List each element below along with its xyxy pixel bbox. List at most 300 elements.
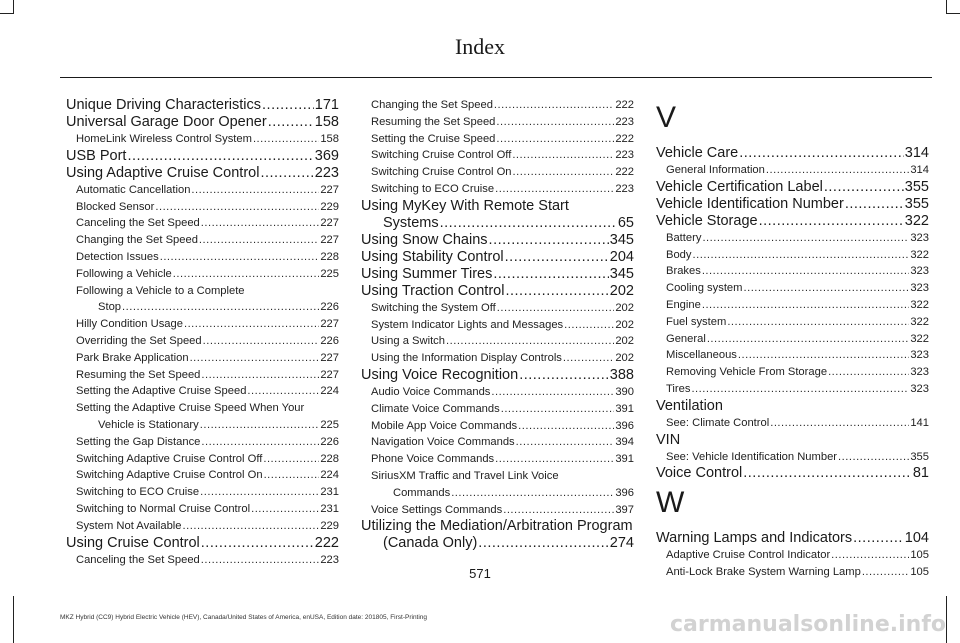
page-ref: 322 [910, 315, 929, 328]
page-ref: 396 [615, 419, 634, 432]
entry-line [66, 165, 339, 182]
dot-leader [264, 467, 320, 484]
dot-leader [440, 215, 617, 232]
entry-line [371, 418, 634, 435]
dot-leader [493, 266, 608, 283]
entry-label-continued: (Canada Only) [383, 535, 478, 552]
index-subentry [66, 400, 339, 434]
entry-label: Switching Adaptive Cruise Control Off [76, 452, 263, 465]
page-ref: 323 [910, 282, 929, 295]
dot-leader [505, 283, 608, 300]
dot-leader [743, 280, 909, 297]
index-subentry [361, 502, 634, 519]
dot-leader [770, 415, 909, 432]
entry-line [656, 179, 929, 196]
entry-line [76, 350, 339, 367]
entry-line [666, 381, 929, 398]
dot-leader [127, 148, 313, 165]
index-subentry [656, 263, 929, 280]
index-entry [656, 145, 929, 162]
index-entry [361, 367, 634, 384]
entry-label-continued: Commands [393, 486, 451, 499]
dot-leader [491, 384, 614, 401]
entry-label: Mobile App Voice Commands [371, 419, 518, 432]
entry-line [76, 383, 339, 400]
entry-label: Using Traction Control [361, 282, 505, 299]
index-subentry [66, 350, 339, 367]
entry-line [666, 247, 929, 264]
dot-leader [496, 131, 614, 148]
page-ref: 322 [910, 332, 929, 345]
page-ref: 226 [320, 334, 339, 347]
entry-line [371, 384, 634, 401]
index-subentry [66, 518, 339, 535]
page-ref: 229 [320, 519, 339, 532]
dot-leader [495, 181, 614, 198]
crop-mark [13, 596, 14, 643]
dot-leader [494, 97, 614, 114]
dot-leader [183, 518, 320, 535]
page-ref: 222 [314, 534, 339, 551]
page-ref: 226 [320, 301, 339, 314]
entry-label: Unique Driving Characteristics [66, 97, 262, 113]
index-entry [656, 196, 929, 213]
dot-leader [563, 350, 614, 367]
entry-label: Overriding the Set Speed [76, 334, 202, 347]
entry-label: Detection Issues [76, 250, 159, 263]
dot-leader [738, 347, 909, 364]
entry-label: Audio Voice Commands [371, 385, 491, 398]
dot-leader [838, 449, 909, 466]
dot-leader [512, 147, 614, 164]
dot-leader [766, 162, 909, 179]
index-subentry [656, 331, 929, 348]
dot-leader [173, 266, 320, 283]
entry-label: Vehicle Certification Label [656, 178, 823, 195]
index-column-3 [656, 97, 929, 581]
entry-label: Utilizing the Mediation/Arbitration Program [361, 518, 633, 535]
dot-leader [263, 451, 319, 468]
page-ref: 225 [320, 418, 339, 431]
index-subentry [656, 415, 929, 432]
page-ref: 323 [910, 231, 929, 244]
entry-line [666, 280, 929, 297]
index-column-1 [66, 97, 339, 568]
entry-label: USB Port [66, 147, 127, 164]
index-subentry [361, 114, 634, 131]
entry-line [656, 145, 929, 162]
entry-label: Using Adaptive Cruise Control [66, 164, 260, 181]
entry-label: General [666, 332, 706, 345]
dot-leader [707, 331, 910, 348]
entry-label: Universal Garage Door Opener [66, 114, 267, 130]
index-subentry [66, 451, 339, 468]
dot-leader [184, 316, 319, 333]
page-title: Index [454, 34, 506, 59]
index-entry [656, 432, 929, 449]
dot-leader [743, 465, 912, 482]
entry-line [371, 300, 634, 317]
index-subentry [656, 280, 929, 297]
page-ref: 227 [320, 217, 339, 230]
entry-line [371, 502, 634, 519]
entry-line [76, 232, 339, 249]
index-subentry [361, 434, 634, 451]
index-subentry [361, 131, 634, 148]
entry-label-continued: Stop [98, 301, 122, 314]
entry-label: Setting the Cruise Speed [371, 132, 496, 145]
page-ref: 397 [615, 503, 634, 516]
entry-line [371, 485, 634, 502]
index-column-2 [361, 97, 634, 552]
index-subentry [66, 199, 339, 216]
entry-label: Using Stability Control [361, 248, 504, 265]
dot-leader [247, 383, 319, 400]
entry-line [371, 147, 634, 164]
index-subentry [361, 164, 634, 181]
index-entry [361, 198, 634, 232]
entry-label: See: Climate Control [666, 416, 770, 429]
index-subentry [66, 232, 339, 249]
entry-label: Using MyKey With Remote Start [361, 197, 569, 214]
dot-leader [451, 485, 614, 502]
index-subentry [361, 350, 634, 367]
page-number: 571 [469, 566, 491, 581]
entry-line [666, 314, 929, 331]
entry-label: Switching the System Off [371, 301, 496, 314]
entry-line [371, 164, 634, 181]
page-ref: 396 [615, 486, 634, 499]
crop-mark [946, 596, 947, 643]
dot-leader [503, 502, 614, 519]
entry-label: Changing the Set Speed [76, 234, 198, 247]
dot-leader [191, 182, 319, 199]
index-subentry [361, 300, 634, 317]
entry-line [66, 97, 339, 114]
entry-label: Resuming the Set Speed [371, 115, 496, 128]
entry-label: Setting the Gap Distance [76, 435, 201, 448]
page-ref: 104 [904, 530, 929, 547]
index-subentry [66, 283, 339, 317]
dot-leader [203, 333, 320, 350]
dot-leader [831, 547, 909, 564]
entry-label: Anti-Lock Brake System Warning Lamp [666, 566, 861, 579]
dot-leader [496, 114, 614, 131]
entry-label: Climate Voice Commands [371, 402, 500, 415]
index-entry [656, 398, 929, 415]
entry-label: Using the Information Display Controls [371, 352, 562, 365]
dot-leader [489, 232, 609, 249]
index-subentry [361, 181, 634, 198]
index-subentry [66, 484, 339, 501]
index-subentry [66, 249, 339, 266]
dot-leader [200, 484, 319, 501]
entry-line [371, 114, 634, 131]
index-subentry [361, 97, 634, 114]
dot-leader [190, 350, 320, 367]
page-ref: 322 [910, 298, 929, 311]
entry-label: Switching to ECO Cruise [76, 486, 200, 499]
index-subentry [66, 467, 339, 484]
page-ref: 227 [320, 368, 339, 381]
index-entry [361, 232, 634, 249]
page-ref: 81 [912, 465, 929, 482]
index-entry [66, 97, 339, 114]
entry-label: Brakes [666, 265, 701, 278]
page-ref: 65 [617, 214, 634, 231]
entry-line [666, 263, 929, 280]
index-subentry [656, 230, 929, 247]
page-ref: 202 [609, 282, 634, 299]
index-subentry [656, 297, 929, 314]
entry-line [666, 162, 929, 179]
entry-label: See: Vehicle Identification Number [666, 450, 838, 463]
entry-label: Setting the Adaptive Cruise Speed [76, 385, 247, 398]
dot-leader [691, 381, 909, 398]
entry-line [76, 199, 339, 216]
index-entry [66, 148, 339, 165]
page-ref: 223 [615, 149, 634, 162]
entry-line [666, 547, 929, 564]
entry-label: Hilly Condition Usage [76, 318, 183, 331]
entry-line [666, 364, 929, 381]
page-ref: 388 [609, 366, 634, 383]
entry-label: System Not Available [76, 519, 182, 532]
index-subentry [361, 468, 634, 502]
index-entry [66, 165, 339, 182]
crop-mark [946, 0, 947, 14]
dot-leader [160, 249, 320, 266]
page-ref: 105 [910, 549, 929, 562]
page-ref: 394 [615, 436, 634, 449]
page-ref: 323 [910, 349, 929, 362]
entry-label: Canceling the Set Speed [76, 217, 200, 230]
entry-line [656, 213, 929, 230]
dot-leader [155, 199, 319, 216]
page-ref: 314 [904, 145, 929, 161]
entry-label: Vehicle Care [656, 145, 739, 161]
dot-leader [501, 401, 615, 418]
page-ref: 322 [904, 212, 929, 229]
entry-label: Blocked Sensor [76, 200, 155, 213]
page-ref: 314 [910, 164, 929, 176]
entry-label: Body [666, 248, 692, 261]
dot-leader [268, 114, 314, 131]
index-subentry [656, 162, 929, 179]
entry-line [361, 266, 634, 283]
entry-line [666, 297, 929, 314]
entry-label: Canceling the Set Speed [76, 553, 200, 566]
entry-label: Voice Control [656, 465, 743, 482]
index-subentry [66, 316, 339, 333]
entry-label: Resuming the Set Speed [76, 368, 201, 381]
page-ref: 227 [320, 318, 339, 331]
index-subentry [66, 266, 339, 283]
dot-leader [702, 297, 909, 314]
entry-line [361, 535, 634, 552]
entry-label: Vehicle Identification Number [656, 195, 844, 212]
entry-line [66, 535, 339, 552]
entry-label: Using a Switch [371, 335, 445, 348]
entry-label: Following a Vehicle [76, 267, 172, 280]
page-ref: 227 [320, 234, 339, 247]
page-ref: 226 [320, 435, 339, 448]
index-subentry [656, 314, 929, 331]
page-ref: 224 [320, 469, 339, 482]
entry-label: Switching Cruise Control Off [371, 149, 512, 162]
index-entry [656, 465, 929, 482]
entry-label: Cooling system [666, 282, 743, 295]
page-ref: 204 [609, 248, 634, 265]
index-entry [656, 530, 929, 547]
index-subentry [361, 401, 634, 418]
index-subentry [66, 434, 339, 451]
page-ref: 322 [910, 248, 929, 261]
dot-leader [727, 314, 909, 331]
index-subentry [361, 384, 634, 401]
index-subentry [656, 381, 929, 398]
page-ref: 228 [320, 452, 339, 465]
entry-line [371, 97, 634, 114]
entry-line [666, 230, 929, 247]
index-subentry [656, 364, 929, 381]
index-subentry [66, 333, 339, 350]
entry-line [66, 114, 339, 131]
index-entry [361, 266, 634, 283]
entry-label: Setting the Adaptive Cruise Speed When Your [76, 402, 305, 415]
page-ref: 345 [609, 231, 634, 248]
page-ref: 391 [615, 453, 634, 466]
entry-line [76, 518, 339, 535]
page-ref: 202 [615, 352, 634, 365]
page-ref: 231 [320, 502, 339, 515]
entry-line [76, 434, 339, 451]
footer-edition-text: MKZ Hybrid (CC9) Hybrid Electric Vehicle (HEV), Canada/United States of America, enUSA, Edition date: 201805, First-Printing [60, 614, 428, 621]
page-ref: 227 [320, 183, 339, 196]
entry-label: Using Cruise Control [66, 534, 200, 551]
page-ref: 229 [320, 200, 339, 213]
index-subentry [66, 215, 339, 232]
dot-leader [200, 417, 320, 434]
entry-line [666, 449, 929, 466]
index-subentry [66, 131, 339, 148]
dot-leader [262, 97, 314, 114]
dot-leader [260, 165, 313, 182]
entry-line [371, 401, 634, 418]
entry-label: Following a Vehicle to a Complete [76, 284, 245, 297]
entry-line [76, 131, 339, 148]
index-subentry [66, 182, 339, 199]
index-entry [656, 213, 929, 230]
page-ref: 323 [910, 382, 929, 395]
page-ref: 222 [615, 99, 634, 111]
page-ref: 158 [320, 133, 339, 145]
entry-label: Fuel system [666, 315, 727, 328]
page-ref: 222 [615, 132, 634, 145]
entry-line [361, 232, 634, 249]
entry-label: System Indicator Lights and Messages [371, 318, 564, 331]
page-ref: 223 [314, 164, 339, 181]
page-ref: 223 [615, 182, 634, 195]
entry-line [361, 367, 634, 384]
index-entry [66, 535, 339, 552]
page-ref: 202 [615, 318, 634, 331]
page-ref: 355 [904, 178, 929, 195]
entry-line [76, 501, 339, 518]
page-ref: 355 [904, 195, 929, 212]
index-entry [361, 518, 634, 552]
dot-leader [564, 317, 614, 334]
entry-label: Automatic Cancellation [76, 183, 191, 196]
entry-label: Switching to ECO Cruise [371, 182, 495, 195]
index-subentry [656, 347, 929, 364]
dot-leader [739, 145, 904, 162]
entry-line [76, 266, 339, 283]
entry-line [76, 182, 339, 199]
entry-line [76, 215, 339, 232]
page-ref: 141 [910, 416, 929, 429]
page-ref: 391 [615, 402, 634, 415]
entry-line [361, 249, 634, 266]
dot-leader [478, 535, 609, 552]
entry-label: Switching Cruise Control On [371, 166, 512, 179]
page-ref: 274 [609, 535, 634, 552]
entry-line [76, 451, 339, 468]
entry-line [361, 215, 634, 232]
crop-mark [946, 13, 960, 14]
page-ref: 158 [314, 114, 339, 130]
dot-leader [122, 299, 319, 316]
entry-label: Phone Voice Commands [371, 453, 495, 466]
entry-line [666, 331, 929, 348]
index-subentry [66, 501, 339, 518]
dot-leader [513, 164, 615, 181]
entry-line [666, 347, 929, 364]
page-ref: 225 [320, 267, 339, 280]
entry-line [76, 417, 339, 434]
entry-label: Using Summer Tires [361, 265, 493, 282]
entry-line [656, 465, 929, 482]
entry-line [371, 350, 634, 367]
entry-label: Engine [666, 298, 701, 311]
entry-line [666, 415, 929, 432]
entry-line [361, 283, 634, 300]
page-ref: 171 [314, 97, 339, 113]
page-ref: 323 [910, 366, 929, 379]
entry-label: SiriusXM Traffic and Travel Link Voice [371, 469, 559, 482]
page-ref: 202 [615, 335, 634, 348]
entry-line [371, 333, 634, 350]
entry-label: Removing Vehicle From Storage [666, 366, 828, 379]
index-subentry [361, 333, 634, 350]
index-subentry [361, 147, 634, 164]
index-letter-heading: V [656, 101, 677, 134]
dot-leader [201, 215, 320, 232]
index-entry [361, 249, 634, 266]
entry-label: Navigation Voice Commands [371, 436, 515, 449]
page-ref: 222 [615, 166, 634, 179]
entry-label: Adaptive Cruise Control Indicator [666, 549, 831, 562]
entry-line [76, 249, 339, 266]
page-ref: 223 [320, 553, 339, 566]
dot-leader [702, 263, 910, 280]
entry-label: VIN [656, 431, 681, 448]
index-letter-heading: W [656, 486, 685, 520]
dot-leader [519, 367, 609, 384]
dot-leader [253, 131, 319, 148]
page-ref: 224 [320, 385, 339, 398]
page-ref: 223 [615, 115, 634, 128]
